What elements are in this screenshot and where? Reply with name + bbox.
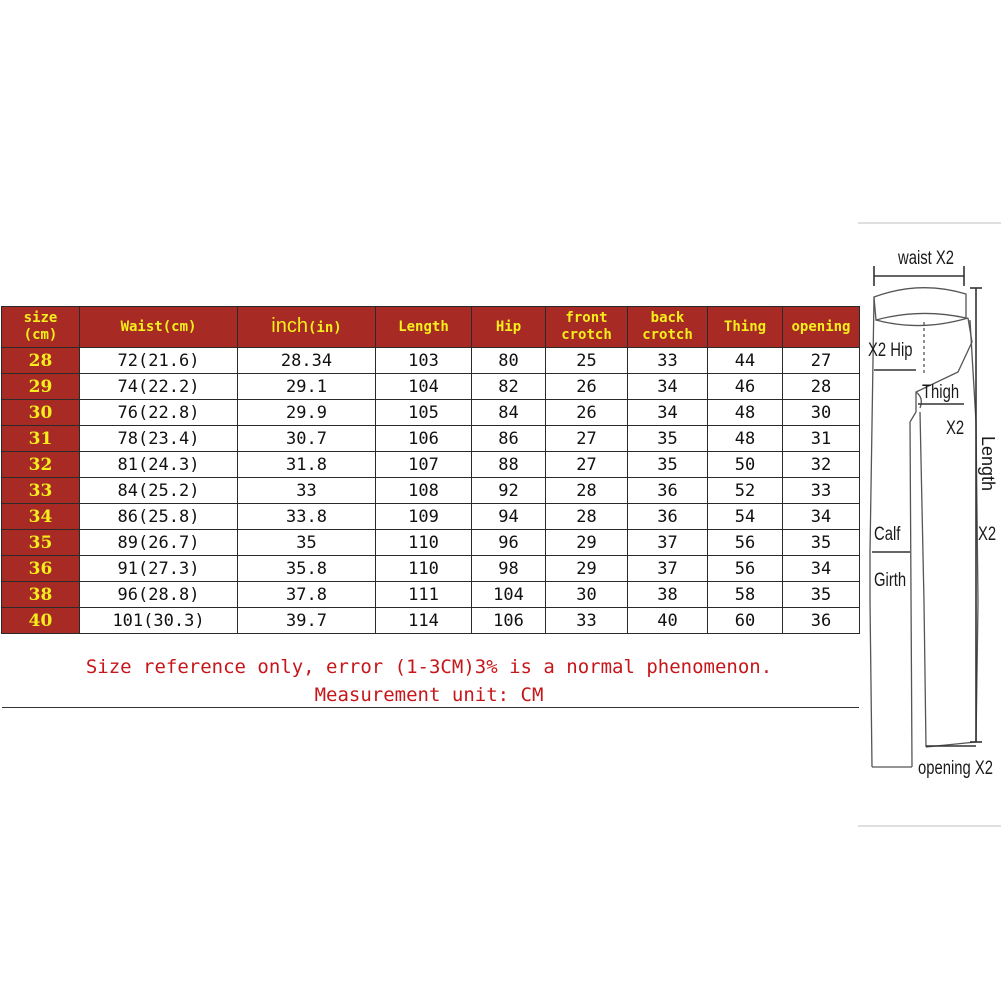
table-row [2,504,860,530]
front-crotch-cell: 29 [546,556,628,582]
opening-cell: 36 [783,608,860,634]
divider [2,707,859,708]
length-cell: 114 [376,608,472,634]
back-crotch-cell: 34 [628,400,708,426]
inch-cell: 29.9 [238,400,376,426]
header-inch: inch(in) [238,307,376,348]
waist-cell: 101(30.3) [80,608,238,634]
header-opening: opening [783,307,860,348]
table-row [2,582,860,608]
opening-cell: 35 [783,582,860,608]
waist-cell: 89(26.7) [80,530,238,556]
waist-label: waist X2 [898,248,955,269]
waist-cell: 91(27.3) [80,556,238,582]
length-cell: 110 [376,530,472,556]
inch-cell: 30.7 [238,426,376,452]
inch-cell: 37.8 [238,582,376,608]
thing-cell: 60 [708,608,783,634]
length-cell: 105 [376,400,472,426]
table-row [2,374,860,400]
size-cell: 38 [2,582,80,608]
front-crotch-cell: 28 [546,504,628,530]
inch-cell: 35 [238,530,376,556]
length-cell: 111 [376,582,472,608]
opening-cell: 30 [783,400,860,426]
front-crotch-cell: 30 [546,582,628,608]
hip-cell: 106 [472,608,546,634]
size-cell: 32 [2,452,80,478]
thing-cell: 54 [708,504,783,530]
hip-cell: 84 [472,400,546,426]
table-header-row [2,307,860,348]
back-crotch-cell: 33 [628,348,708,374]
hip-cell: 80 [472,348,546,374]
back-crotch-cell: 40 [628,608,708,634]
size-cell: 33 [2,478,80,504]
thing-cell: 48 [708,426,783,452]
header-length: Length [376,307,472,348]
inch-cell: 29.1 [238,374,376,400]
front-crotch-cell: 26 [546,374,628,400]
header-hip: Hip [472,307,546,348]
thing-cell: 56 [708,556,783,582]
size-cell: 28 [2,348,80,374]
hip-cell: 94 [472,504,546,530]
waist-cell: 74(22.2) [80,374,238,400]
table-row [2,608,860,634]
length-cell: 109 [376,504,472,530]
size-cell: 35 [2,530,80,556]
size-cell: 31 [2,426,80,452]
header-thing: Thing [708,307,783,348]
length-x2-label: X2 [978,524,997,545]
table-row [2,530,860,556]
length-cell: 104 [376,374,472,400]
opening-cell: 35 [783,530,860,556]
hip-cell: 92 [472,478,546,504]
waist-cell: 72(21.6) [80,348,238,374]
measurement-unit-note: Measurement unit: CM [314,684,544,706]
length-cell: 107 [376,452,472,478]
back-crotch-cell: 37 [628,556,708,582]
back-crotch-cell: 35 [628,426,708,452]
size-cell: 29 [2,374,80,400]
hip-cell: 98 [472,556,546,582]
calf-label: Calf [874,524,901,545]
back-crotch-cell: 36 [628,478,708,504]
size-disclaimer: Size reference only, error (1-3CM)3% is a normal phenomenon. [85,656,773,678]
inch-cell: 33 [238,478,376,504]
opening-label: opening X2 [918,758,994,779]
waist-cell: 84(25.2) [80,478,238,504]
length-cell: 108 [376,478,472,504]
size-cell: 36 [2,556,80,582]
back-crotch-cell: 34 [628,374,708,400]
length-label: Length [978,436,998,492]
pants-measurement-diagram [858,222,1001,828]
thing-cell: 58 [708,582,783,608]
size-cell: 40 [2,608,80,634]
waist-cell: 76(22.8) [80,400,238,426]
front-crotch-cell: 26 [546,400,628,426]
waist-cell: 81(24.3) [80,452,238,478]
hip-cell: 82 [472,374,546,400]
thigh-x2-label: X2 [946,418,965,439]
thing-cell: 46 [708,374,783,400]
header-front-crotch: front crotch [546,307,628,348]
hip-cell: 104 [472,582,546,608]
back-crotch-cell: 38 [628,582,708,608]
opening-cell: 34 [783,556,860,582]
thing-cell: 48 [708,400,783,426]
size-cell: 30 [2,400,80,426]
length-cell: 110 [376,556,472,582]
opening-cell: 31 [783,426,860,452]
waist-cell: 96(28.8) [80,582,238,608]
table-row [2,478,860,504]
hip-label: X2 Hip [868,340,913,361]
length-cell: 106 [376,426,472,452]
table-row [2,452,860,478]
hip-cell: 96 [472,530,546,556]
front-crotch-cell: 25 [546,348,628,374]
inch-cell: 28.34 [238,348,376,374]
thing-cell: 50 [708,452,783,478]
header-waist: Waist(cm) [80,307,238,348]
front-crotch-cell: 28 [546,478,628,504]
table-row [2,556,860,582]
girth-label: Girth [874,570,907,591]
front-crotch-cell: 27 [546,426,628,452]
inch-cell: 35.8 [238,556,376,582]
back-crotch-cell: 35 [628,452,708,478]
hip-cell: 86 [472,426,546,452]
opening-cell: 32 [783,452,860,478]
header-size: size (cm) [2,307,80,348]
front-crotch-cell: 27 [546,452,628,478]
hip-cell: 88 [472,452,546,478]
header-back-crotch: back crotch [628,307,708,348]
inch-cell: 31.8 [238,452,376,478]
front-crotch-cell: 33 [546,608,628,634]
front-crotch-cell: 29 [546,530,628,556]
opening-cell: 27 [783,348,860,374]
back-crotch-cell: 36 [628,504,708,530]
waist-cell: 78(23.4) [80,426,238,452]
thing-cell: 56 [708,530,783,556]
table-row [2,426,860,452]
length-cell: 103 [376,348,472,374]
table-row [2,348,860,374]
thigh-label: Thigh [922,382,960,403]
back-crotch-cell: 37 [628,530,708,556]
opening-cell: 34 [783,504,860,530]
inch-cell: 33.8 [238,504,376,530]
opening-cell: 28 [783,374,860,400]
size-table [1,306,860,634]
waist-cell: 86(25.8) [80,504,238,530]
thing-cell: 52 [708,478,783,504]
opening-cell: 33 [783,478,860,504]
thing-cell: 44 [708,348,783,374]
table-row [2,400,860,426]
size-cell: 34 [2,504,80,530]
inch-cell: 39.7 [238,608,376,634]
